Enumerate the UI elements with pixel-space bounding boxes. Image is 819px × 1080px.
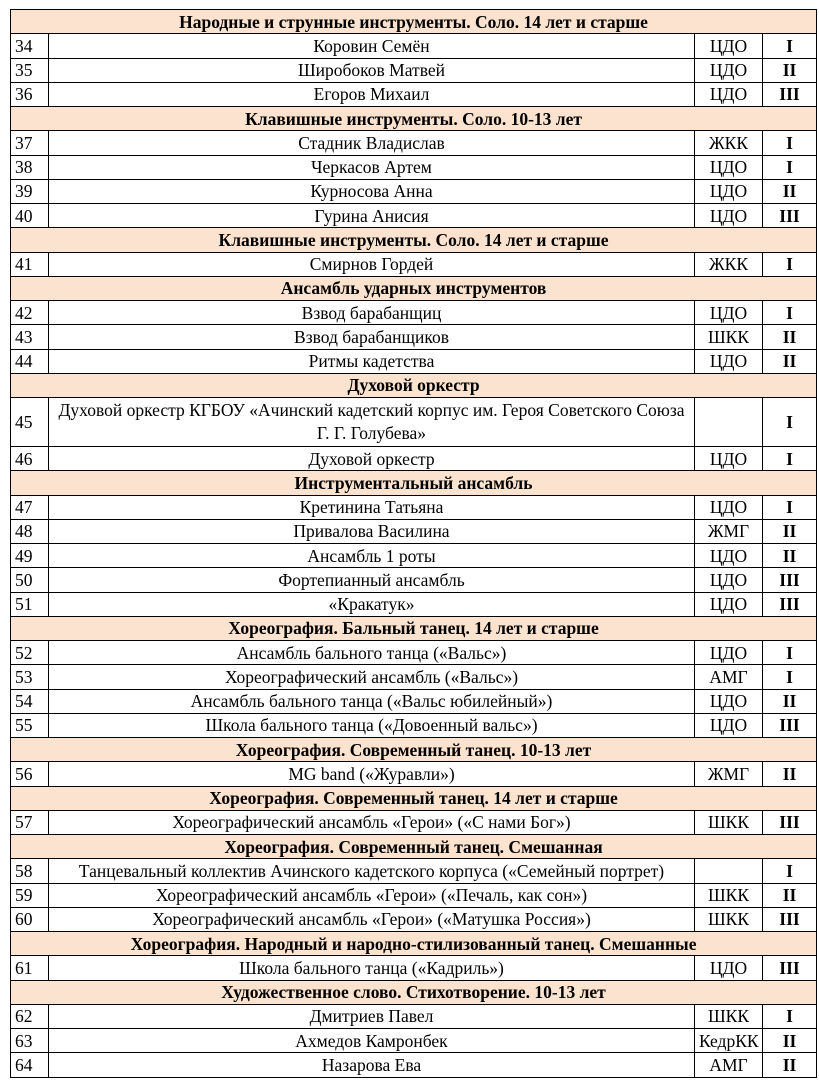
award-place: II	[763, 349, 817, 373]
section-title: Хореография. Современный танец. 14 лет и старше	[11, 786, 817, 810]
entry-number: 44	[11, 349, 49, 373]
organization-code: ШКК	[695, 883, 763, 907]
award-place: I	[763, 252, 817, 276]
table-row	[11, 762, 817, 786]
entry-number: 34	[11, 34, 49, 58]
section-header-row	[11, 228, 817, 252]
award-place: III	[763, 568, 817, 592]
participant-name: Коровин Семён	[49, 34, 695, 58]
section-title: Художественное слово. Стихотворение. 10-13 лет	[11, 980, 817, 1004]
entry-number: 42	[11, 301, 49, 325]
participant-name: «Кракатук»	[49, 592, 695, 616]
entry-number: 39	[11, 179, 49, 203]
organization-code: КедрКК	[695, 1029, 763, 1053]
award-place: III	[763, 713, 817, 737]
table-row	[11, 544, 817, 568]
entry-number: 50	[11, 568, 49, 592]
entry-number: 52	[11, 641, 49, 665]
award-place: III	[763, 204, 817, 228]
organization-code: ЦДО	[695, 689, 763, 713]
participant-name: Дмитриев Павел	[49, 1004, 695, 1028]
entry-number: 51	[11, 592, 49, 616]
entry-number: 35	[11, 58, 49, 82]
organization-code	[695, 859, 763, 883]
participant-name: Черкасов Артем	[49, 155, 695, 179]
award-place: I	[763, 34, 817, 58]
table-row	[11, 519, 817, 543]
organization-code: ЦДО	[695, 155, 763, 179]
organization-code: ЦДО	[695, 447, 763, 471]
award-place: II	[763, 1029, 817, 1053]
participant-name: Танцевальный коллектив Ачинского кадетского корпуса («Семейный портрет)	[49, 859, 695, 883]
participant-name: Ансамбль бального танца («Вальс»)	[49, 641, 695, 665]
organization-code: ЦДО	[695, 349, 763, 373]
section-title: Клавишные инструменты. Соло. 10-13 лет	[11, 107, 817, 131]
participant-name: Духовой оркестр КГБОУ «Ачинский кадетский корпус им. Героя Советского Союза Г. Г. Голубева»	[49, 398, 695, 447]
entry-number: 53	[11, 665, 49, 689]
participant-name: Широбоков Матвей	[49, 58, 695, 82]
organization-code: АМГ	[695, 1053, 763, 1077]
entry-number: 59	[11, 883, 49, 907]
award-place: II	[763, 519, 817, 543]
entry-number: 62	[11, 1004, 49, 1028]
table-row	[11, 204, 817, 228]
participant-name: Назарова Ева	[49, 1053, 695, 1077]
table-row	[11, 495, 817, 519]
organization-code: ШКК	[695, 810, 763, 834]
participant-name: Духовой оркестр	[49, 447, 695, 471]
participant-name: Школа бального танца («Довоенный вальс»)	[49, 713, 695, 737]
organization-code: ЦДО	[695, 204, 763, 228]
table-row	[11, 1053, 817, 1077]
award-place: II	[763, 1053, 817, 1077]
award-place: I	[763, 398, 817, 447]
entry-number: 45	[11, 398, 49, 447]
organization-code: ШКК	[695, 325, 763, 349]
participant-name: Хореографический ансамбль «Герои» («Матушка Россия»)	[49, 907, 695, 931]
table-row	[11, 1029, 817, 1053]
entry-number: 38	[11, 155, 49, 179]
organization-code: ШКК	[695, 1004, 763, 1028]
organization-code: ЦДО	[695, 34, 763, 58]
entry-number: 36	[11, 82, 49, 106]
section-header-row	[11, 10, 817, 34]
award-place: II	[763, 179, 817, 203]
participant-name: Курносова Анна	[49, 179, 695, 203]
entry-number: 60	[11, 907, 49, 931]
award-place: I	[763, 859, 817, 883]
entry-number: 58	[11, 859, 49, 883]
table-row	[11, 956, 817, 980]
organization-code	[695, 398, 763, 447]
organization-code: ШКК	[695, 907, 763, 931]
section-title: Хореография. Современный танец. Смешанная	[11, 835, 817, 859]
section-header-row	[11, 932, 817, 956]
table-row	[11, 131, 817, 155]
participant-name: Ритмы кадетства	[49, 349, 695, 373]
participant-name: Ахмедов Камронбек	[49, 1029, 695, 1053]
section-title: Хореография. Народный и народно-стилизованный танец. Смешанные	[11, 932, 817, 956]
entry-number: 56	[11, 762, 49, 786]
award-place: II	[763, 58, 817, 82]
section-title: Клавишные инструменты. Соло. 14 лет и старше	[11, 228, 817, 252]
award-place: II	[763, 762, 817, 786]
participant-name: Стадник Владислав	[49, 131, 695, 155]
table-row	[11, 689, 817, 713]
entry-number: 57	[11, 810, 49, 834]
table-row	[11, 568, 817, 592]
table-row	[11, 82, 817, 106]
table-row	[11, 34, 817, 58]
table-row	[11, 810, 817, 834]
award-place: I	[763, 495, 817, 519]
participant-name: Егоров Михаил	[49, 82, 695, 106]
award-place: I	[763, 301, 817, 325]
section-title: Инструментальный ансамбль	[11, 471, 817, 495]
section-header-row	[11, 373, 817, 397]
organization-code: ЦДО	[695, 592, 763, 616]
table-row	[11, 301, 817, 325]
organization-code: ЦДО	[695, 58, 763, 82]
section-header-row	[11, 616, 817, 640]
award-place: III	[763, 82, 817, 106]
participant-name: Хореографический ансамбль «Герои» («Печаль, как сон»)	[49, 883, 695, 907]
table-row	[11, 1004, 817, 1028]
participant-name: Хореографический ансамбль («Вальс»)	[49, 665, 695, 689]
award-place: I	[763, 447, 817, 471]
table-row	[11, 155, 817, 179]
table-row	[11, 447, 817, 471]
entry-number: 54	[11, 689, 49, 713]
participant-name: Ансамбль бального танца («Вальс юбилейный»)	[49, 689, 695, 713]
table-row	[11, 713, 817, 737]
award-place: II	[763, 689, 817, 713]
award-place: II	[763, 883, 817, 907]
section-title: Хореография. Современный танец. 10-13 лет	[11, 738, 817, 762]
entry-number: 40	[11, 204, 49, 228]
organization-code: ЖКК	[695, 252, 763, 276]
organization-code: ЦДО	[695, 82, 763, 106]
participant-name: Смирнов Гордей	[49, 252, 695, 276]
entry-number: 47	[11, 495, 49, 519]
participant-name: Школа бального танца («Кадриль»)	[49, 956, 695, 980]
participant-name: Гурина Анисия	[49, 204, 695, 228]
organization-code: ЦДО	[695, 568, 763, 592]
entry-number: 55	[11, 713, 49, 737]
results-table-body	[11, 10, 817, 1078]
organization-code: ЦДО	[695, 956, 763, 980]
organization-code: ЦДО	[695, 713, 763, 737]
table-row	[11, 665, 817, 689]
participant-name: MG band («Журавли»)	[49, 762, 695, 786]
entry-number: 49	[11, 544, 49, 568]
award-place: I	[763, 155, 817, 179]
organization-code: ЖМГ	[695, 519, 763, 543]
award-place: I	[763, 131, 817, 155]
organization-code: ЦДО	[695, 179, 763, 203]
section-header-row	[11, 786, 817, 810]
organization-code: ЖКК	[695, 131, 763, 155]
section-header-row	[11, 471, 817, 495]
organization-code: ЦДО	[695, 641, 763, 665]
participant-name: Взвод барабанщиков	[49, 325, 695, 349]
results-table	[10, 9, 817, 1078]
section-title: Духовой оркестр	[11, 373, 817, 397]
award-place: III	[763, 810, 817, 834]
table-row	[11, 592, 817, 616]
participant-name: Ансамбль 1 роты	[49, 544, 695, 568]
participant-name: Взвод барабанщиц	[49, 301, 695, 325]
organization-code: АМГ	[695, 665, 763, 689]
award-place: II	[763, 325, 817, 349]
award-place: I	[763, 665, 817, 689]
table-row	[11, 325, 817, 349]
entry-number: 64	[11, 1053, 49, 1077]
organization-code: ЖМГ	[695, 762, 763, 786]
table-row	[11, 252, 817, 276]
award-place: II	[763, 544, 817, 568]
table-row	[11, 907, 817, 931]
table-row	[11, 349, 817, 373]
section-header-row	[11, 276, 817, 300]
organization-code: ЦДО	[695, 301, 763, 325]
section-title: Ансамбль ударных инструментов	[11, 276, 817, 300]
award-place: I	[763, 641, 817, 665]
organization-code: ЦДО	[695, 544, 763, 568]
table-row	[11, 398, 817, 447]
entry-number: 37	[11, 131, 49, 155]
participant-name: Фортепианный ансамбль	[49, 568, 695, 592]
table-row	[11, 179, 817, 203]
entry-number: 61	[11, 956, 49, 980]
section-header-row	[11, 980, 817, 1004]
participant-name: Привалова Василина	[49, 519, 695, 543]
section-header-row	[11, 107, 817, 131]
award-place: III	[763, 592, 817, 616]
entry-number: 63	[11, 1029, 49, 1053]
entry-number: 43	[11, 325, 49, 349]
award-place: I	[763, 1004, 817, 1028]
entry-number: 46	[11, 447, 49, 471]
table-row	[11, 859, 817, 883]
award-place: III	[763, 907, 817, 931]
table-row	[11, 883, 817, 907]
entry-number: 41	[11, 252, 49, 276]
table-row	[11, 58, 817, 82]
award-place: III	[763, 956, 817, 980]
participant-name: Кретинина Татьяна	[49, 495, 695, 519]
section-header-row	[11, 835, 817, 859]
table-row	[11, 641, 817, 665]
organization-code: ЦДО	[695, 495, 763, 519]
section-header-row	[11, 738, 817, 762]
section-title: Хореография. Бальный танец. 14 лет и старше	[11, 616, 817, 640]
section-title: Народные и струнные инструменты. Соло. 14 лет и старше	[11, 10, 817, 34]
entry-number: 48	[11, 519, 49, 543]
participant-name: Хореографический ансамбль «Герои» («С нами Бог»)	[49, 810, 695, 834]
